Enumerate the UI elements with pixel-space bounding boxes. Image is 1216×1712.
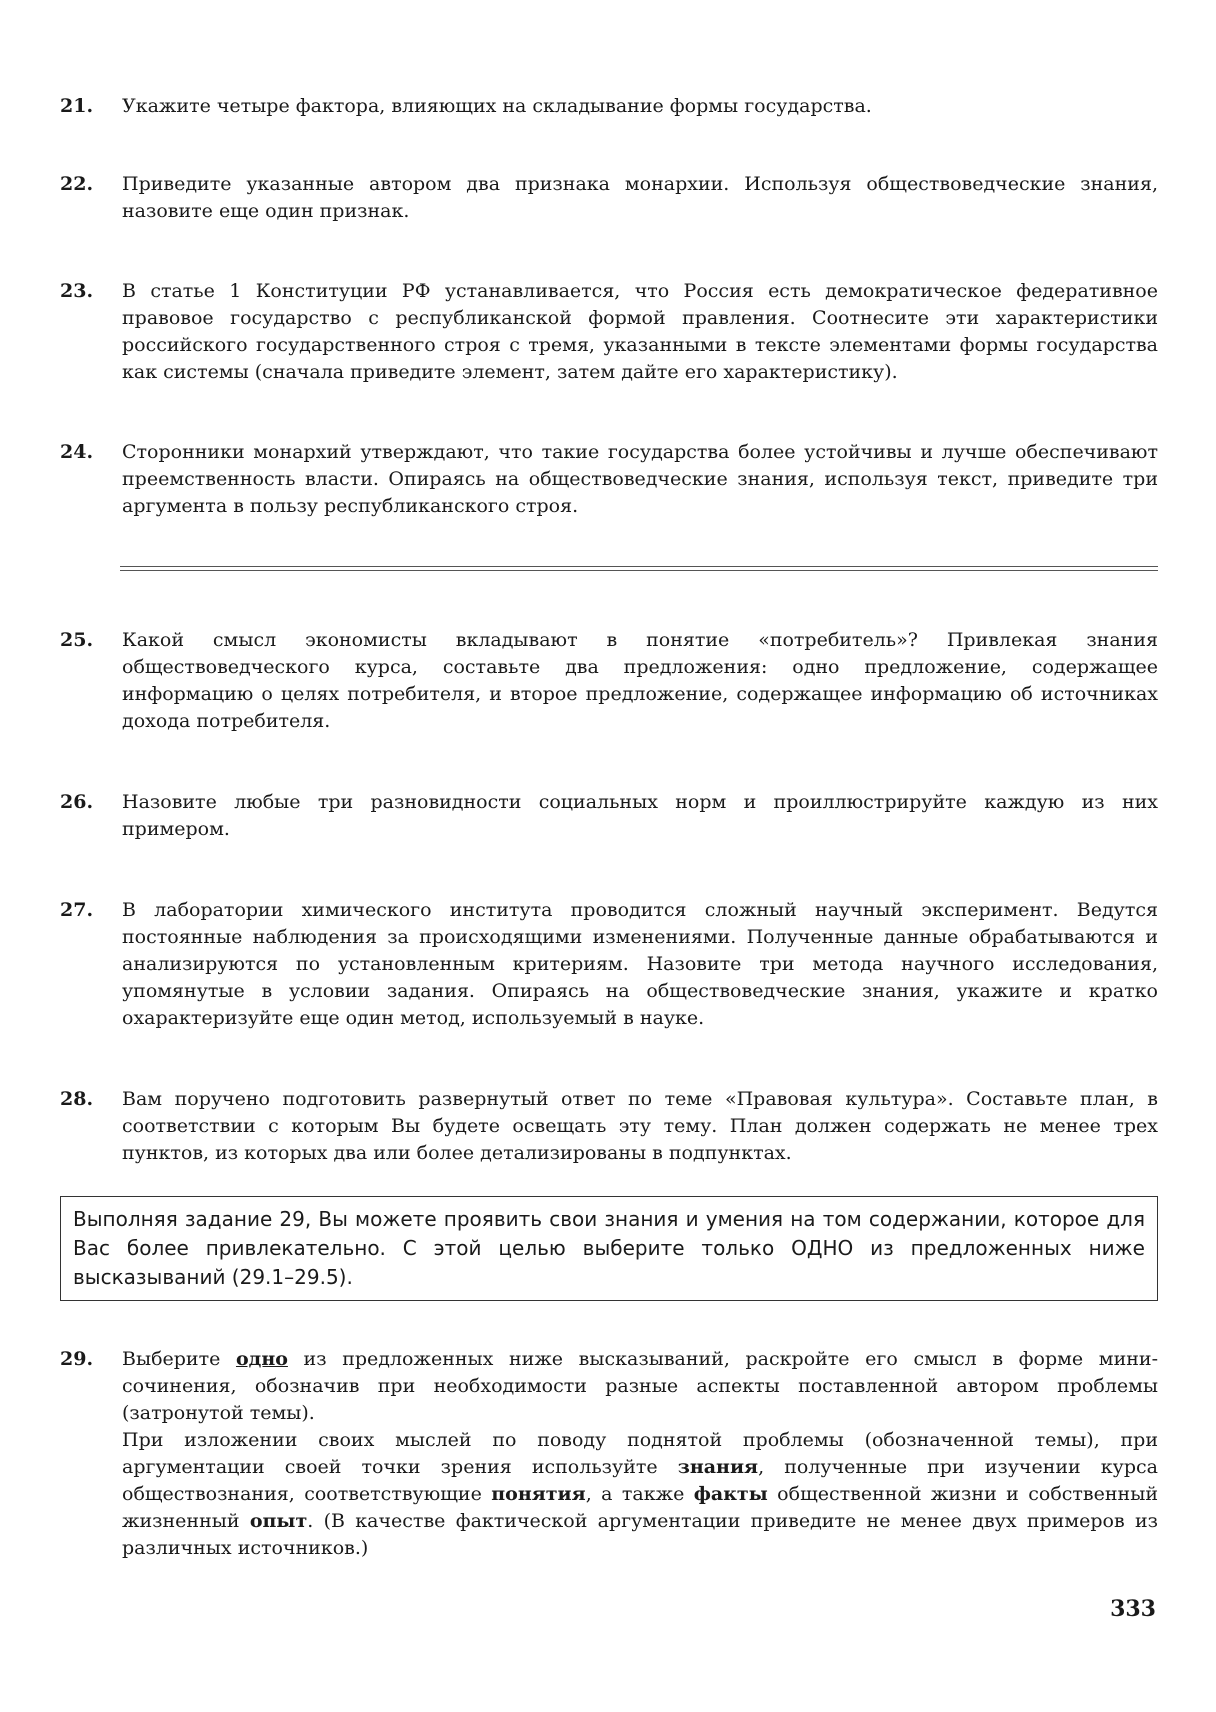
task-number: 28. [60,1088,94,1110]
text-run: Выберите [122,1348,236,1370]
task-21 [60,93,1158,120]
text-run: , а также [585,1483,694,1505]
text-run: , полученные при изучении курса обществознания, соответствующие [122,1456,1158,1505]
emphasis-one: одно [235,1348,288,1370]
text-run: из предложенных ниже высказываний, раскройте его смысл в форме мини-сочинения, обозначив при необходимости разные аспекты поставленной автором проблемы (затронутой темы). [122,1348,1158,1424]
task-29 [60,1346,1158,1562]
emphasis-concepts: понятия [491,1483,586,1505]
notice-box: Выполняя задание 29, Вы можете проявить свои знания и умения на том содержании, которое для Вас более привлекательно. С этой целью выберите только ОДНО из предложенных ниже высказываний (29.1–29.5). [60,1196,1158,1301]
text-run: . (В качестве фактической аргументации приведите не менее двух примеров из различных источников.) [122,1510,1158,1559]
task-text: В статье 1 Конституции РФ устанавливается, что Россия есть демократическое федеративное правовое государство с республиканской формой правления. Соотнесите эти характеристики российского государственного строя с тремя, указанными в тексте элементами формы государства как системы (сначала приведите элемент, затем дайте его характеристику). [122,280,1158,383]
task-number: 22. [60,173,94,195]
task-number: 27. [60,899,94,921]
task-23 [60,278,1158,386]
text-run: При изложении своих мыслей по поводу поднятой проблемы (обозначенной темы), при аргументации своей точки зрения используйте [122,1429,1158,1478]
task-27 [60,897,1158,1032]
task29-paragraph-1 [122,1346,1158,1427]
task-text: Приведите указанные автором два признака монархии. Используя обществоведческие знания, назовите еще один признак. [122,173,1158,222]
task-text: Вам поручено подготовить развернутый ответ по теме «Правовая культура». Составьте план, в соответствии с которым Вы будете освещать эту тему. План должен содержать не менее трех пунктов, из которых два или более детализированы в подпунктах. [122,1088,1158,1164]
section-divider [120,566,1158,571]
task-number: 21. [60,95,94,117]
task-text: Сторонники монархий утверждают, что такие государства более устойчивы и лучше обеспечивают преемственность власти. Опираясь на обществоведческие знания, используя текст, приведите три аргумента в пользу республиканского строя. [122,441,1158,517]
task-28 [60,1086,1158,1167]
task-number: 26. [60,791,94,813]
task-24 [60,439,1158,520]
task-number: 23. [60,280,94,302]
task-25 [60,627,1158,735]
task-number: 25. [60,629,94,651]
emphasis-knowledge: знания [677,1456,759,1478]
task-text: Укажите четыре фактора, влияющих на складывание формы государства. [122,95,872,117]
page-number: 333 [1110,1596,1156,1622]
task-text: В лаборатории химического института проводится сложный научный эксперимент. Ведутся постоянные наблюдения за происходящими изменениями. Полученные данные обрабатываются и анализируются по установленным критериям. Назовите три метода научного исследования, упомянутые в условии задания. Опираясь на обществоведческие знания, укажите и кратко охарактеризуйте еще один метод, используемый в науке. [122,899,1158,1029]
task-22 [60,171,1158,225]
emphasis-facts: факты [693,1483,768,1505]
task-26 [60,789,1158,843]
task-text: Какой смысл экономисты вкладывают в понятие «потребитель»? Привлекая знания обществоведческого курса, составьте два предложения: одно предложение, содержащее информацию о целях потребителя, и второе предложение, содержащее информацию об источниках дохода потребителя. [122,629,1158,732]
text-run: общественной жизни и собственный жизненный [122,1483,1158,1532]
task-text [122,1346,1158,1562]
task-text: Назовите любые три разновидности социальных норм и проиллюстрируйте каждую из них примером. [122,791,1158,840]
task-number: 24. [60,441,94,463]
task-number: 29. [60,1348,94,1370]
emphasis-experience: опыт [249,1510,308,1532]
task29-paragraph-2 [122,1427,1158,1562]
